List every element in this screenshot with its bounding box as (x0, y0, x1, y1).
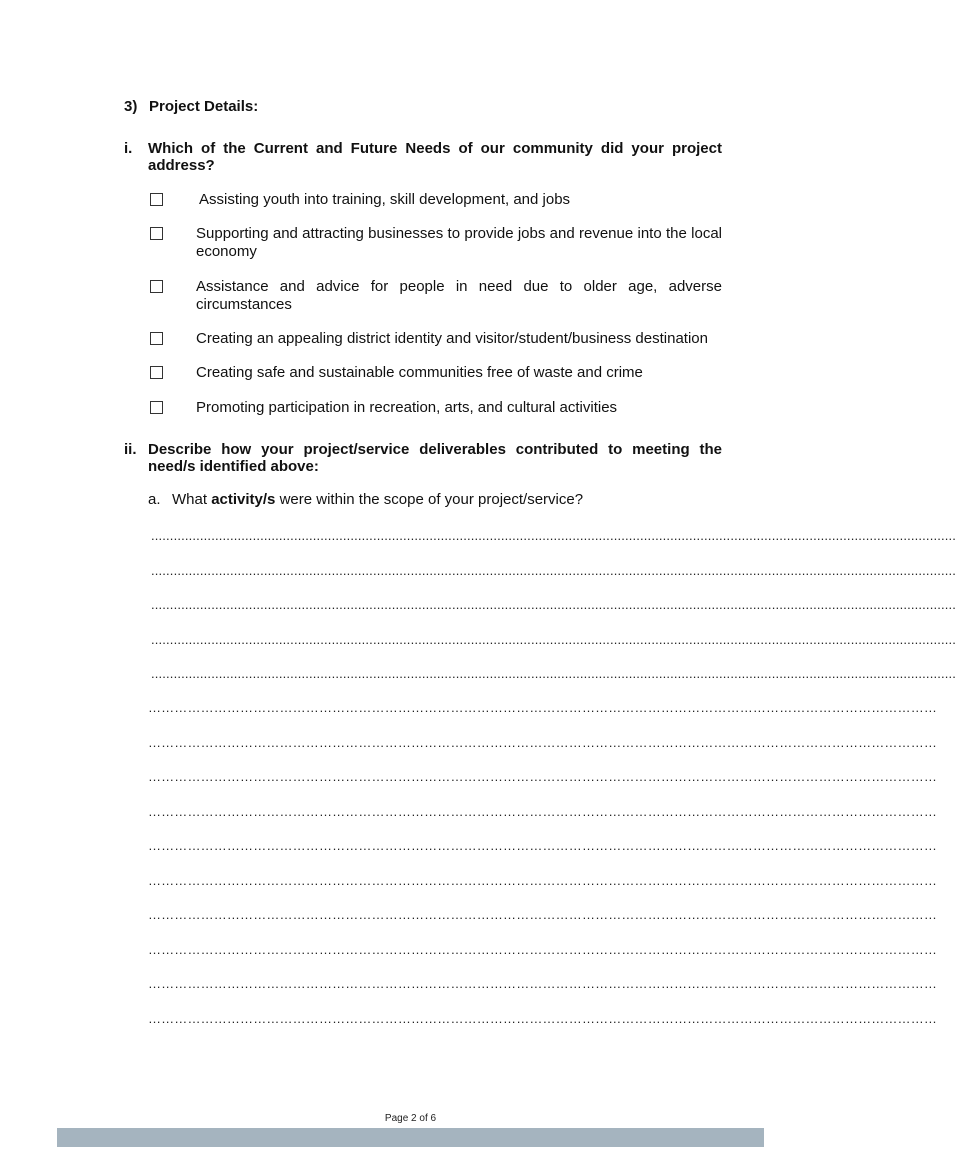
answer-line[interactable]: ……………………………………………………………………………………………………………………………………………………………… (148, 700, 937, 715)
question-ii-text: Describe how your project/service deliverables contributed to meeting the need/s identified above: (148, 441, 722, 475)
checkbox-safe-communities[interactable] (150, 366, 163, 379)
checkbox-recreation-arts[interactable] (150, 401, 163, 414)
sub-question-suffix: were within the scope of your project/service? (275, 491, 584, 508)
checkbox-businesses[interactable] (150, 227, 163, 240)
option-label-assistance-advice: Assistance and advice for people in need due to older age, adverse circumstances (196, 278, 722, 313)
answer-line[interactable]: ……………………………………………………………………………………………………………………………………………………………… (148, 942, 937, 957)
section-title: Project Details: (149, 98, 259, 115)
answer-line[interactable]: ……………………………………………………………………………………………………………………………………………………………… (148, 769, 937, 784)
answer-line[interactable]: ...................................................................................................................................................................................................................... (151, 597, 956, 612)
answer-line[interactable]: ……………………………………………………………………………………………………………………………………………………………… (148, 804, 937, 819)
answer-line[interactable]: ……………………………………………………………………………………………………………………………………………………………… (148, 1011, 937, 1026)
answer-line[interactable]: ...................................................................................................................................................................................................................... (151, 666, 956, 681)
sub-question-prefix: What (172, 491, 212, 508)
checkbox-district-identity[interactable] (150, 332, 163, 345)
question-i (124, 140, 722, 174)
answer-line[interactable]: ……………………………………………………………………………………………………………………………………………………………… (148, 873, 937, 888)
footer-bar (57, 1128, 764, 1147)
answer-line[interactable]: ……………………………………………………………………………………………………………………………………………………………… (148, 735, 937, 750)
answer-line[interactable]: ...................................................................................................................................................................................................................... (151, 528, 956, 543)
section-heading (124, 98, 258, 115)
answer-line[interactable]: ...................................................................................................................................................................................................................... (151, 632, 956, 647)
sub-question-bold: activity/s (211, 491, 276, 508)
question-i-text: Which of the Current and Future Needs of our community did your project address? (148, 140, 722, 174)
question-ii (124, 441, 722, 475)
checkbox-youth-training[interactable] (150, 193, 163, 206)
answer-line[interactable]: ……………………………………………………………………………………………………………………………………………………………… (148, 838, 937, 853)
answer-line[interactable]: ……………………………………………………………………………………………………………………………………………………………… (148, 907, 937, 922)
option-label-recreation-arts: Promoting participation in recreation, arts, and cultural activities (196, 399, 618, 416)
answer-line[interactable]: ……………………………………………………………………………………………………………………………………………………………… (148, 976, 937, 991)
answer-line[interactable]: ...................................................................................................................................................................................................................... (151, 563, 956, 578)
sub-question-a (148, 491, 583, 508)
option-label-youth-training: Assisting youth into training, skill development, and jobs (199, 191, 571, 208)
question-ii-number: ii. (124, 441, 137, 458)
question-i-number: i. (124, 140, 133, 157)
page-number: Page 2 of 6 (384, 1113, 437, 1124)
checkbox-assistance-advice[interactable] (150, 280, 163, 293)
option-label-district-identity: Creating an appealing district identity and visitor/student/business destination (196, 330, 708, 347)
option-label-businesses: Supporting and attracting businesses to provide jobs and revenue into the local economy (196, 225, 722, 260)
option-label-safe-communities: Creating safe and sustainable communities free of waste and crime (196, 364, 643, 381)
sub-question-letter: a. (148, 491, 161, 508)
section-number: 3) (124, 98, 138, 115)
